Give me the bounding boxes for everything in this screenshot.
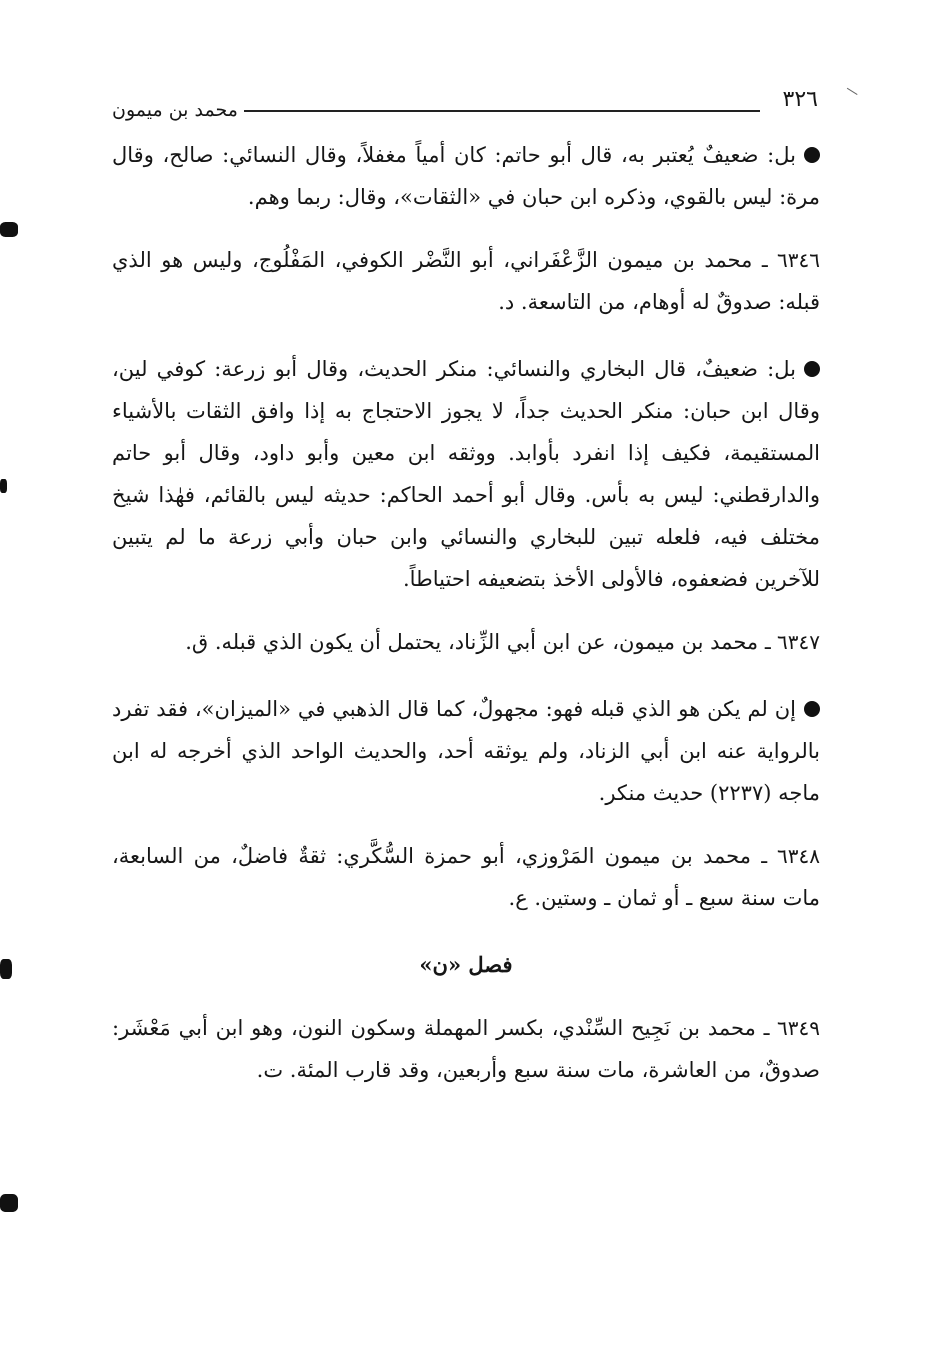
entry-number: ٦٣٤٦ ـ bbox=[761, 248, 820, 272]
page-number: ٣٢٦ bbox=[782, 87, 818, 112]
biographical-entry bbox=[112, 835, 820, 919]
entry-text: محمد بن نَجِيح السِّنْدي، بكسر المهملة وسكون النون، وهو ابن أبي مَعْشَر: صدوقٌ، من العاشرة، مات سنة سبع وأربعين، وقد قارب المئة. ت. bbox=[112, 1016, 820, 1082]
entry-text: محمد بن ميمون، عن ابن أبي الزِّناد، يحتمل أن يكون الذي قبله. ق. bbox=[185, 630, 765, 654]
margin-ink-mark bbox=[0, 1194, 18, 1212]
running-title: محمد بن ميمون bbox=[112, 99, 238, 121]
document-body bbox=[112, 134, 820, 1116]
entry-number: ٦٣٤٩ ـ bbox=[763, 1016, 820, 1040]
entry-number: ٦٣٤٧ ـ bbox=[764, 630, 820, 654]
scan-corner-mark bbox=[840, 88, 857, 105]
commentary-text: بل: ضعيفٌ يُعتبر به، قال أبو حاتم: كان أمياً مغفلاً، وقال النسائي: صالح، وقال مرة: ليس بالقوي، وذكره ابن حبان في «الثقات»، وقال: ربما وهم. bbox=[112, 143, 820, 209]
commentary-note bbox=[112, 134, 820, 218]
bullet-icon bbox=[804, 701, 820, 717]
bullet-icon bbox=[804, 361, 820, 377]
entry-text: محمد بن ميمون الزَّعْفَراني، أبو النَّضْر الكوفي، المَفْلُوج، وليس هو الذي قبله: صدوقٌ له أوهام، من التاسعة. د. bbox=[112, 248, 820, 314]
section-heading: فصل «ن» bbox=[419, 952, 513, 977]
entry-number: ٦٣٤٨ ـ bbox=[761, 844, 820, 868]
biographical-entry bbox=[112, 621, 820, 663]
page-header bbox=[112, 88, 818, 124]
commentary-text: إن لم يكن هو الذي قبله فهو: مجهولٌ، كما قال الذهبي في «الميزان»، فقد تفرد بالرواية عنه ابن أبي الزناد، ولم يوثقه أحد، والحديث الواحد الذي أخرجه له ابن ماجه (٢٢٣٧) حديث منكر. bbox=[112, 697, 820, 805]
commentary-text: بل: ضعيفٌ، قال البخاري والنسائي: منكر الحديث، وقال أبو زرعة: كوفي لين، وقال ابن حبان: منكر الحديث جداً، لا يجوز الاحتجاج به إذا وافق الثقات بالأشياء المستقيمة، فكيف إذا انفرد بأوابد. ووثقه ابن معين وأبو داود، وقال أبو حاتم والدارقطني: ليس به بأس. وقال أبو أحمد الحاكم: حديثه ليس بالقائم، فهٰذا شيخ مختلف فيه، فلعله تبين للبخاري والنسائي وابن حبان وأبي زرعة ما لم يتبين للآخرين فضعفوه، فالأولى الأخذ بتضعيفه احتياطاً. bbox=[112, 357, 820, 591]
margin-ink-mark bbox=[0, 959, 12, 979]
biographical-entry bbox=[112, 1007, 820, 1091]
commentary-note bbox=[112, 348, 820, 600]
margin-ink-mark bbox=[0, 222, 18, 237]
bullet-icon bbox=[804, 147, 820, 163]
commentary-note bbox=[112, 688, 820, 814]
biographical-entry bbox=[112, 239, 820, 323]
entry-text: محمد بن ميمون المَرْوزي، أبو حمزة السُّكَّري: ثقةٌ فاضلٌ، من السابعة، مات سنة سبع ـ أو ثمان ـ وستين. ع. bbox=[112, 844, 820, 910]
header-rule bbox=[244, 110, 760, 112]
margin-ink-mark bbox=[0, 479, 7, 493]
